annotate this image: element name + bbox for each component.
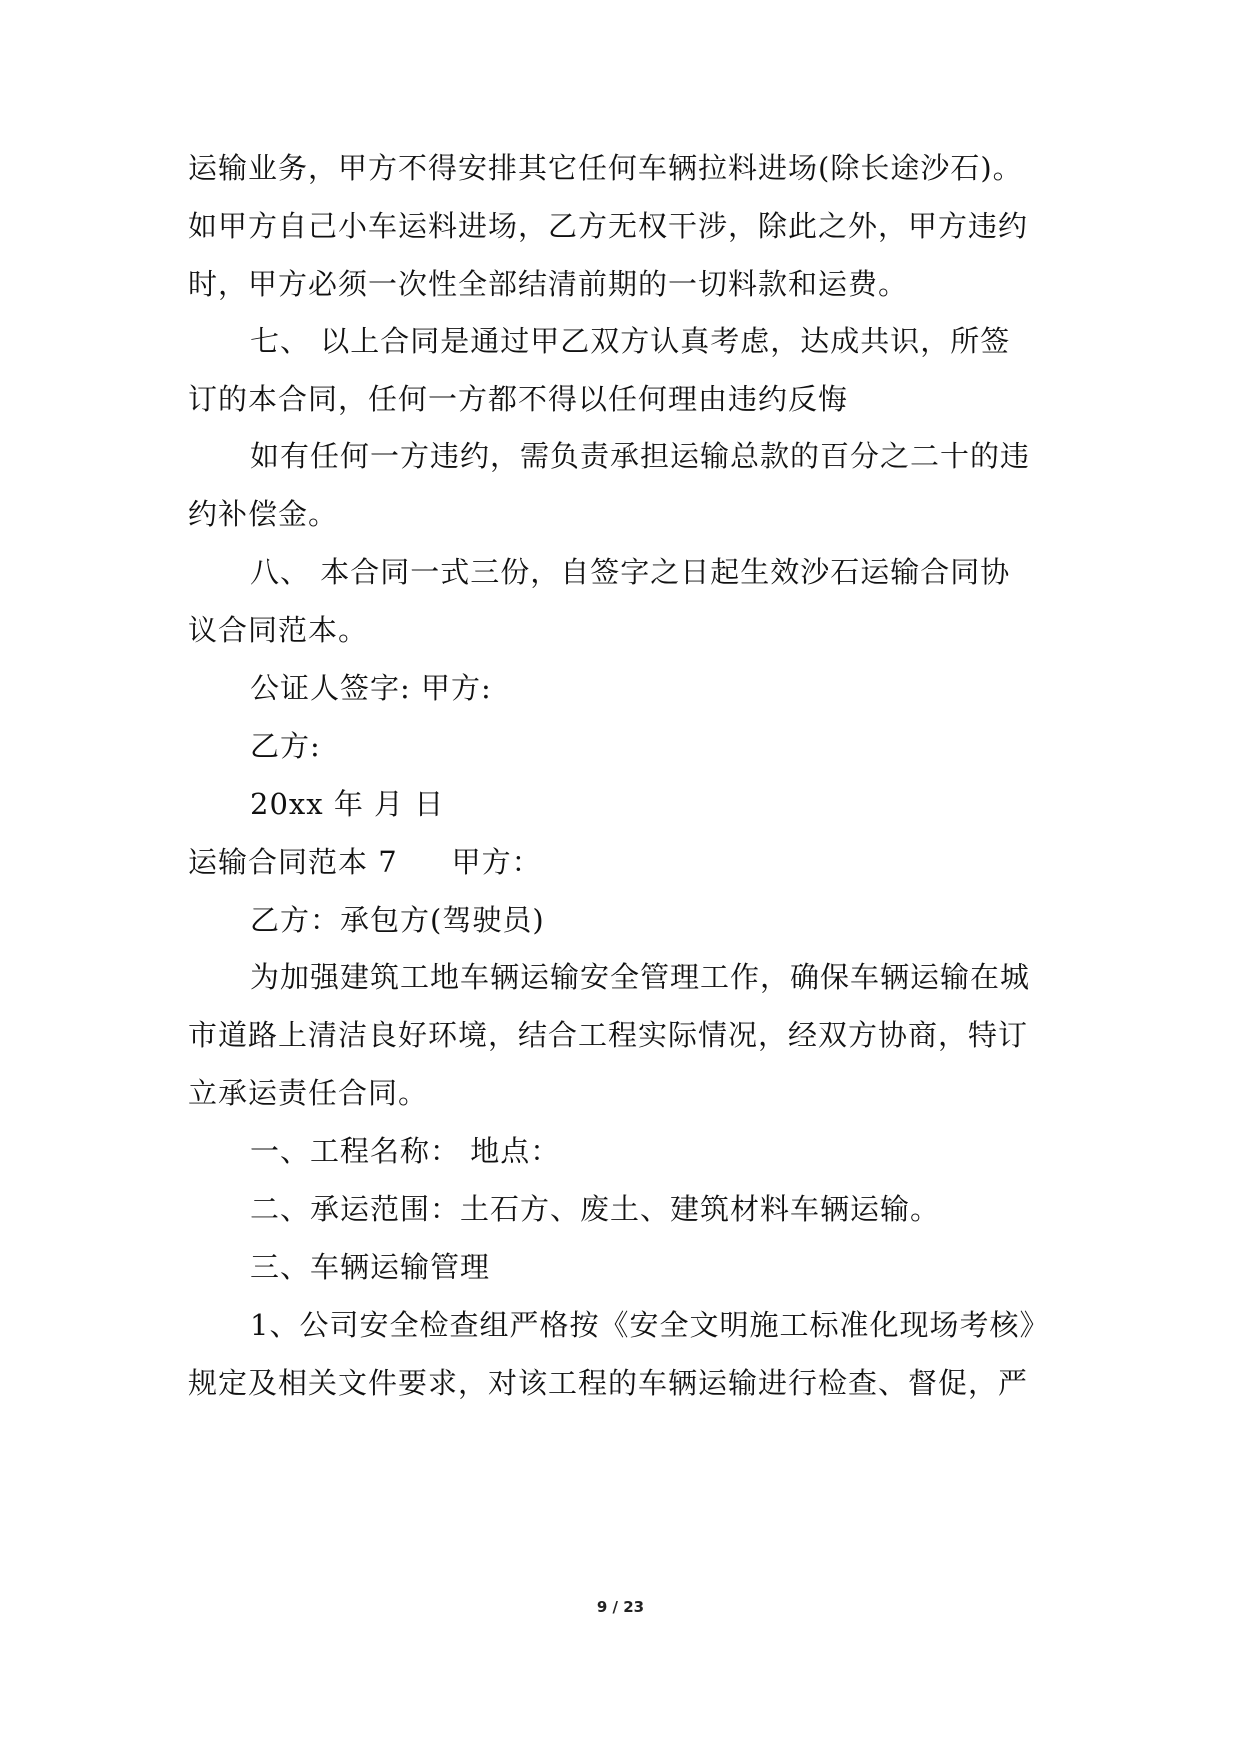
item-one-line: 1、公司安全检查组严格按《安全文明施工标准化现场考核》 <box>250 1308 1050 1342</box>
clause-three-line: 三、车辆运输管理 <box>250 1250 491 1284</box>
paragraph-line: 为加强建筑工地车辆运输安全管理工作，确保车辆运输在城 <box>250 960 1031 994</box>
paragraph-line: 如甲方自己小车运料进场，乙方无权干涉，除此之外，甲方违约 <box>188 209 1029 243</box>
page-number: 9 / 23 <box>596 1598 645 1616</box>
paragraph-line: 市道路上清洁良好环境，结合工程实际情况，经双方协商，特订 <box>188 1018 1029 1052</box>
contract-heading-line <box>188 842 542 882</box>
paragraph-line: 规定及相关文件要求，对该工程的车辆运输进行检查、督促，严 <box>188 1366 1029 1400</box>
party-b-signature-line: 乙方: <box>250 729 321 763</box>
clause-two-line: 二、承运范围：土石方、废土、建筑材料车辆运输。 <box>250 1192 941 1226</box>
paragraph-line: 订的本合同，任何一方都不得以任何理由违约反悔 <box>188 382 849 416</box>
clause-seven-line: 七、 以上合同是通过甲乙双方认真考虑，达成共识，所签 <box>250 324 1011 358</box>
paragraph-line: 立承运责任合同。 <box>188 1076 429 1110</box>
paragraph-line: 议合同范本。 <box>188 613 369 647</box>
clause-one-line: 一、工程名称： 地点： <box>250 1134 561 1168</box>
paragraph-line: 运输业务，甲方不得安排其它任何车辆拉料进场(除长途沙石)。 <box>188 151 1023 185</box>
paragraph-line: 时，甲方必须一次性全部结清前期的一切料款和运费。 <box>188 267 909 301</box>
party-a-label: 甲方： <box>451 845 542 879</box>
date-line: 20xx 年 月 日 <box>250 787 445 821</box>
clause-eight-line: 八、 本合同一式三份，自签字之日起生效沙石运输合同协 <box>250 555 1011 589</box>
notary-signature-line: 公证人签字: 甲方: <box>250 671 492 705</box>
contract-title: 运输合同范本 7 <box>188 845 398 879</box>
paragraph-line: 如有任何一方违约，需负责承担运输总款的百分之二十的违 <box>250 439 1031 473</box>
party-b-line: 乙方：承包方(驾驶员) <box>250 903 545 937</box>
paragraph-line: 约补偿金。 <box>188 497 339 531</box>
